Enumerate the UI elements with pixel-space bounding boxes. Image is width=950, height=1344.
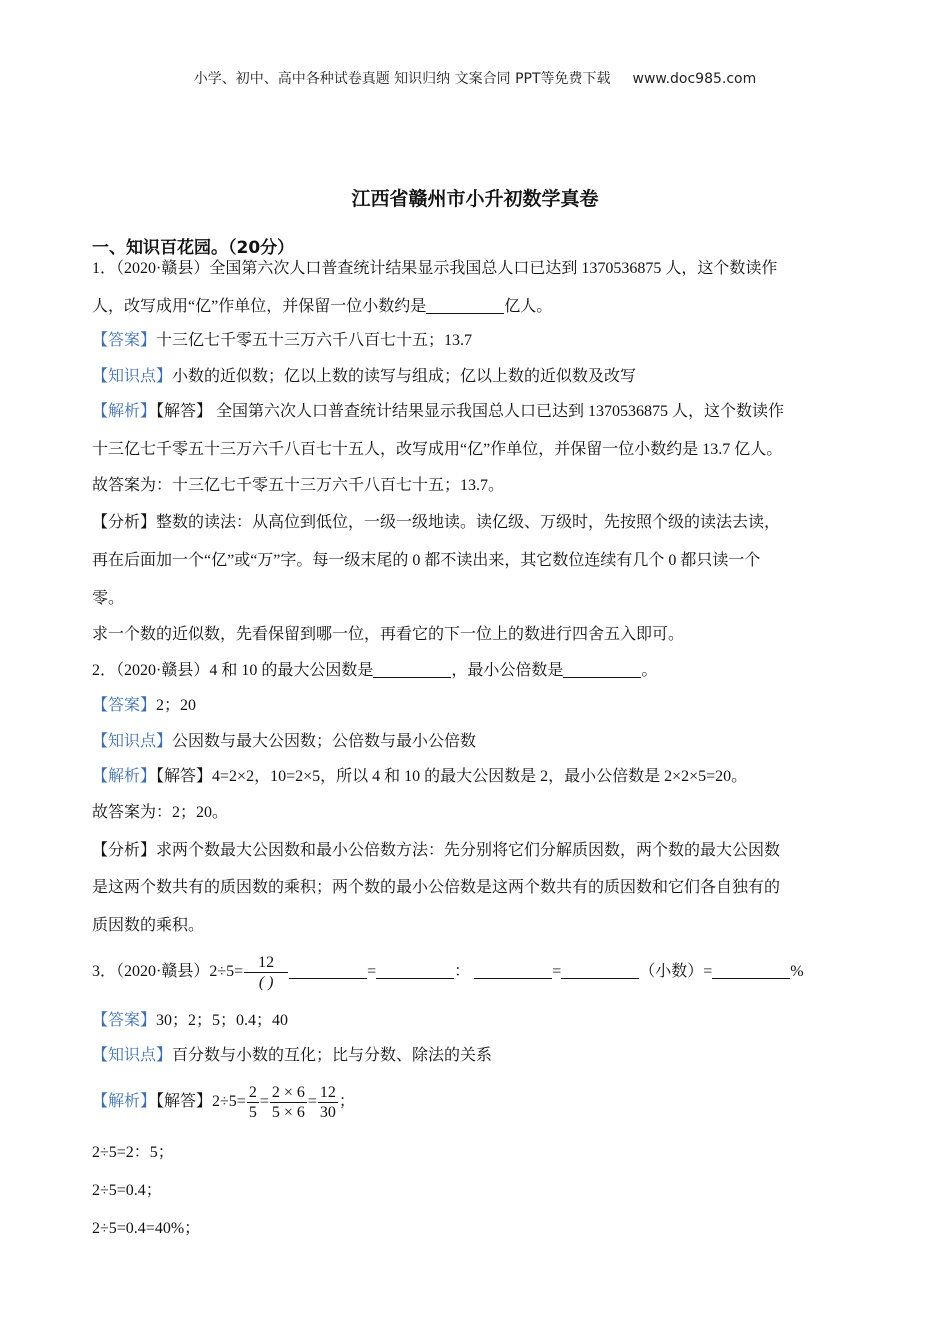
q1-line2: 人，改写成用“亿”作单位，并保留一位小数约是 亿人。 [92,298,553,315]
q2-fenxi-line3: 质因数的乘积。 [92,917,205,934]
q1-fenxi-line4: 求一个数的近似数，先看保留到哪一位，再看它的下一位上的数进行四舍五入即可。 [92,626,685,643]
q3-fraction: $\frac{12}{( )}$ [244,953,288,992]
header-site-link[interactable]: www.doc985.com [632,71,757,87]
q3-line1: 3．（2020·赣县）2÷5= $\frac{12}{( )}$ = ： = （小数）= % [92,953,804,991]
q1-answer: 【答案】十三亿七千零五十三万六千八百七十五；13.7 [92,332,473,349]
q3-fraction-c: $\frac{12}{30}$ [319,1083,336,1121]
q3-blank-4[interactable] [561,963,639,979]
q2-knowledge-point: 【知识点】公因数与最大公因数；公倍数与最小公倍数 [92,733,477,750]
q2-analysis-line2: 故答案为：2；20。 [92,804,229,821]
q2-blank-lcm[interactable] [563,662,641,678]
q3-blank-5[interactable] [712,963,790,979]
q3-line-decimal: 2÷5=0.4； [92,1182,162,1199]
q3-analysis-line1: 【解析】【解答】2÷5= $\frac{2}{5}$ = $\frac{2 \times 6}{5 \times 6}$ = $\frac{12}{30}$ ； [92,1083,355,1121]
q2-blank-gcd[interactable] [373,662,451,678]
q1-fenxi-line1: 【分析】整数的读法：从高位到低位，一级一级地读。读亿级、万级时，先按照个级的读法去读， [92,514,781,531]
q2-analysis-line1: 【解析】【解答】4=2×2，10=2×5，所以 4 和 10 的最大公因数是 2，最小公倍数是 2×2×5=20。 [92,768,748,785]
q3-blank-2[interactable] [376,963,454,979]
q1-knowledge-point: 【知识点】小数的近似数；亿以上数的读写与组成；亿以上数的近似数及改写 [92,368,637,385]
header-text: 小学、初中、高中各种试卷真题 知识归纳 文案合同 PPT等免费下载 [193,71,611,87]
q3-knowledge-point: 【知识点】百分数与小数的互化；比与分数、除法的关系 [92,1047,493,1064]
q1-analysis-line1: 【解析】【解答】 全国第六次人口普查统计结果显示我国总人口已达到 1370536875 人，这个数读作 [92,403,785,420]
q3-blank-1[interactable] [289,963,367,979]
q1-fenxi-line2: 再在后面加一个“亿”或“万”字。每一级末尾的 0 都不读出来，其它数位连续有几个 0 都只读一个 [92,552,761,569]
q1-line1: 1．（2020·赣县）全国第六次人口普查统计结果显示我国总人口已达到 1370536875 人，这个数读作 [92,260,778,277]
section-heading: 一、知识百花园。（20分） [92,238,295,258]
q2-line1: 2．（2020·赣县）4 和 10 的最大公因数是 ，最小公倍数是 。 [92,662,658,679]
q1-blank[interactable] [426,298,504,314]
q1-analysis-line2: 十三亿七千零五十三万六千八百七十五人，改写成用“亿”作单位，并保留一位小数约是 13.7 亿人。 [92,441,783,458]
q3-fraction-a: $\frac{2}{5}$ [248,1083,257,1121]
page-title: 江西省赣州市小升初数学真卷 [351,188,599,210]
q3-fraction-b: $\frac{2 \times 6}{5 \times 6}$ [271,1083,305,1121]
q1-analysis-line3: 故答案为：十三亿七千零五十三万六千八百七十五；13.7。 [92,477,505,494]
q3-answer: 【答案】30；2；5；0.4；40 [92,1012,289,1029]
q2-answer: 【答案】2；20 [92,697,197,714]
q1-fenxi-line3: 零。 [92,590,125,607]
q3-line-percent: 2÷5=0.4=40%； [92,1220,201,1237]
q3-line-ratio: 2÷5=2：5； [92,1144,174,1161]
page-header [0,68,950,88]
q3-blank-3[interactable] [474,963,552,979]
q2-fenxi-line1: 【分析】求两个数最大公因数和最小公倍数方法：先分别将它们分解质因数，两个数的最大公因数 [92,842,781,859]
q2-fenxi-line2: 是这两个数共有的质因数的乘积；两个数的最小公倍数是这两个数共有的质因数和它们各自独有的 [92,879,781,896]
